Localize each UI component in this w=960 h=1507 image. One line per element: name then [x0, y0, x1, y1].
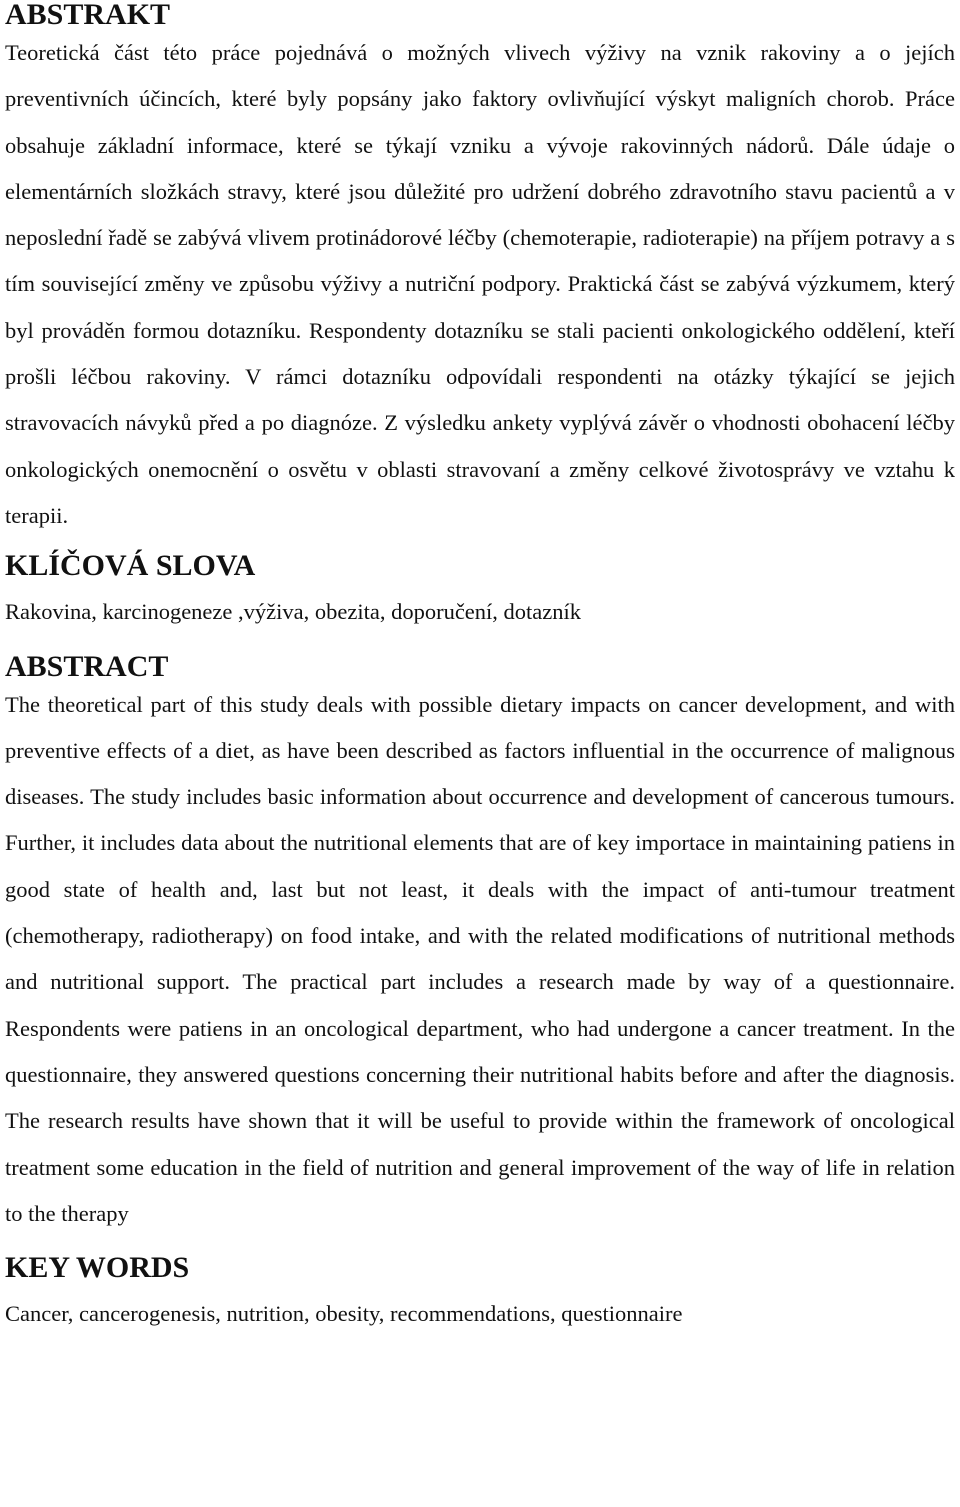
key-words-paragraph: Cancer, cancerogenesis, nutrition, obesity, recommendations, questionnaire [5, 1301, 683, 1327]
abstrakt-heading: ABSTRAKT [5, 0, 171, 31]
klicova-slova-paragraph: Rakovina, karcinogeneze ,výživa, obezita, doporučení, dotazník [5, 599, 582, 625]
document-page [5, 0, 955, 1337]
abstrakt-paragraph: Teoretická část této práce pojednává o možných vlivech výživy na vznik rakoviny a o jejích preventivních účincích, které byly popsány jako faktory ovlivňující výskyt maligních chorob. Práce obsahuje základní informace, které se týkají vzniku a vývoje rakovinných nádorů. Dále údaje o elementárních složkách stravy, které jsou důležité pro udržení dobrého zdravotního stavu pacientů a v neposlední řadě se zabývá vlivem protinádorové léčby (chemoterapie, radioterapie) na příjem potravy a s tím související změny ve způsobu výživy a nutriční podpory. Praktická část se zabývá výzkumem, který byl prováděn formou dotazníku. Respondenty dotazníku se stali pacienti onkologického oddělení, kteří prošli léčbou rakoviny. V rámci dotazníku odpovídali respondenti na otázky týkající se jejich stravovacích návyků před a po diagnóze. Z výsledku ankety vyplývá závěr o vhodnosti obohacení léčby onkologických onemocnění o osvětu v oblasti stravovaní a změny celkové životosprávy ve vztahu k terapii. [5, 40, 955, 528]
klicova-slova-heading: KLÍČOVÁ SLOVA [5, 549, 256, 583]
abstract-heading: ABSTRACT [5, 649, 169, 683]
abstract-paragraph: The theoretical part of this study deals with possible dietary impacts on cancer development, and with preventive effects of a diet, as have been described as factors influential in the occurrence of malignous diseases. The study includes basic information about occurrence and development of cancerous tumours. Further, it includes data about the nutritional elements that are of key importace in maintaining patiens in good state of health and, last but not least, it deals with the impact of anti-tumour treatment (chemotherapy, radiotherapy) on food intake, and with the related modifications of nutritional methods and nutritional support. The practical part includes a research made by way of a questionnaire. Respondents were patiens in an oncological department, who had undergone a cancer treatment. In the questionnaire, they answered questions concerning their nutritional habits before and after the diagnosis. The research results have shown that it will be useful to provide within the framework of oncological treatment some education in the field of nutrition and general improvement of the way of life in relation to the therapy [5, 691, 955, 1226]
key-words-heading: KEY WORDS [5, 1251, 190, 1285]
